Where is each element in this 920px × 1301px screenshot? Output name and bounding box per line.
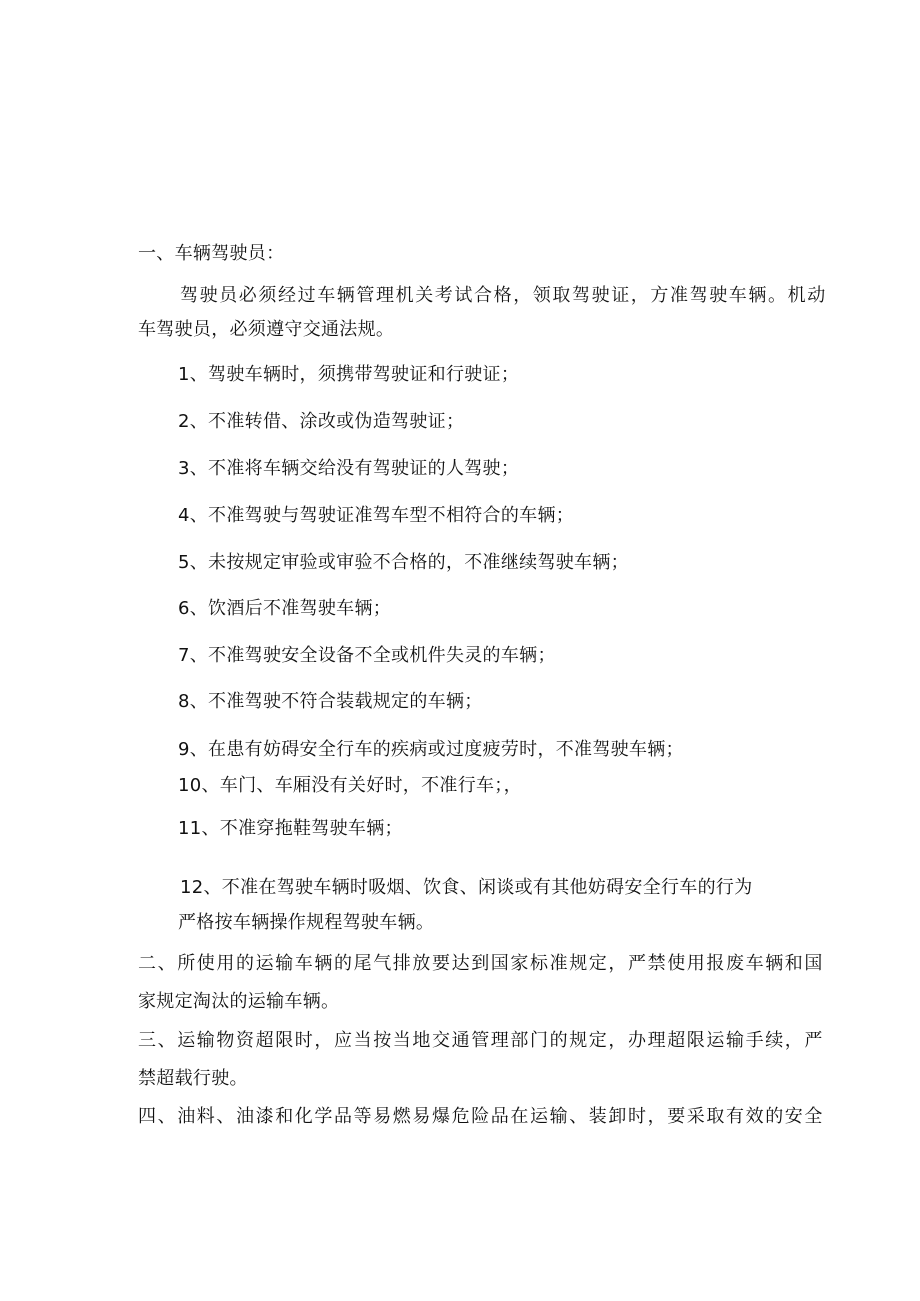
rule-item-8: 8、不准驾驶不符合装载规定的车辆； [178, 691, 483, 712]
section-1-intro-line-1: 驾驶员必须经过车辆管理机关考试合格，领取驾驶证，方准驾驶车辆。机动 [180, 285, 827, 306]
section-2-line-1: 二、所使用的运输车辆的尾气排放要达到国家标准规定，严禁使用报废车辆和国 [138, 953, 824, 974]
rule-item-10: 10、车门、车厢没有关好时，不准行车；， [178, 775, 522, 796]
rule-item-11: 11、不准穿拖鞋驾驶车辆； [178, 818, 403, 839]
rule-item-12: 12、不准在驾驶车辆时吸烟、饮食、闲谈或有其他妨碍安全行车的行为 [180, 877, 753, 898]
rule-item-3: 3、不准将车辆交给没有驾驶证的人驾驶； [178, 458, 520, 479]
section-1-intro-line-2: 车驾驶员，必须遵守交通法规。 [138, 319, 395, 340]
rule-item-4: 4、不准驾驶与驾驶证准驾车型不相符合的车辆； [178, 505, 575, 526]
rule-item-9: 9、在患有妨碍安全行车的疾病或过度疲劳时，不准驾驶车辆； [178, 739, 684, 760]
section-1-heading: 一、车辆驾驶员： [138, 243, 285, 264]
rule-item-2: 2、不准转借、涂改或伪造驾驶证； [178, 411, 465, 432]
rule-item-6: 6、饮酒后不准驾驶车辆； [178, 598, 392, 619]
section-4-line-1: 四、油料、油漆和化学品等易燃易爆危险品在运输、装卸时，要采取有效的安全 [138, 1106, 824, 1127]
section-3-line-1: 三、运输物资超限时，应当按当地交通管理部门的规定，办理超限运输手续，严 [138, 1030, 824, 1051]
section-2-line-2: 家规定淘汰的运输车辆。 [138, 991, 340, 1012]
rule-item-5: 5、未按规定审验或审验不合格的，不准继续驾驶车辆； [178, 552, 629, 573]
rule-item-1: 1、驾驶车辆时，须携带驾驶证和行驶证； [178, 364, 520, 385]
rule-item-7: 7、不准驾驶安全设备不全或机件失灵的车辆； [178, 645, 556, 666]
section-1-closing: 严格按车辆操作规程驾驶车辆。 [178, 912, 435, 933]
section-3-line-2: 禁超载行驶。 [138, 1068, 248, 1089]
